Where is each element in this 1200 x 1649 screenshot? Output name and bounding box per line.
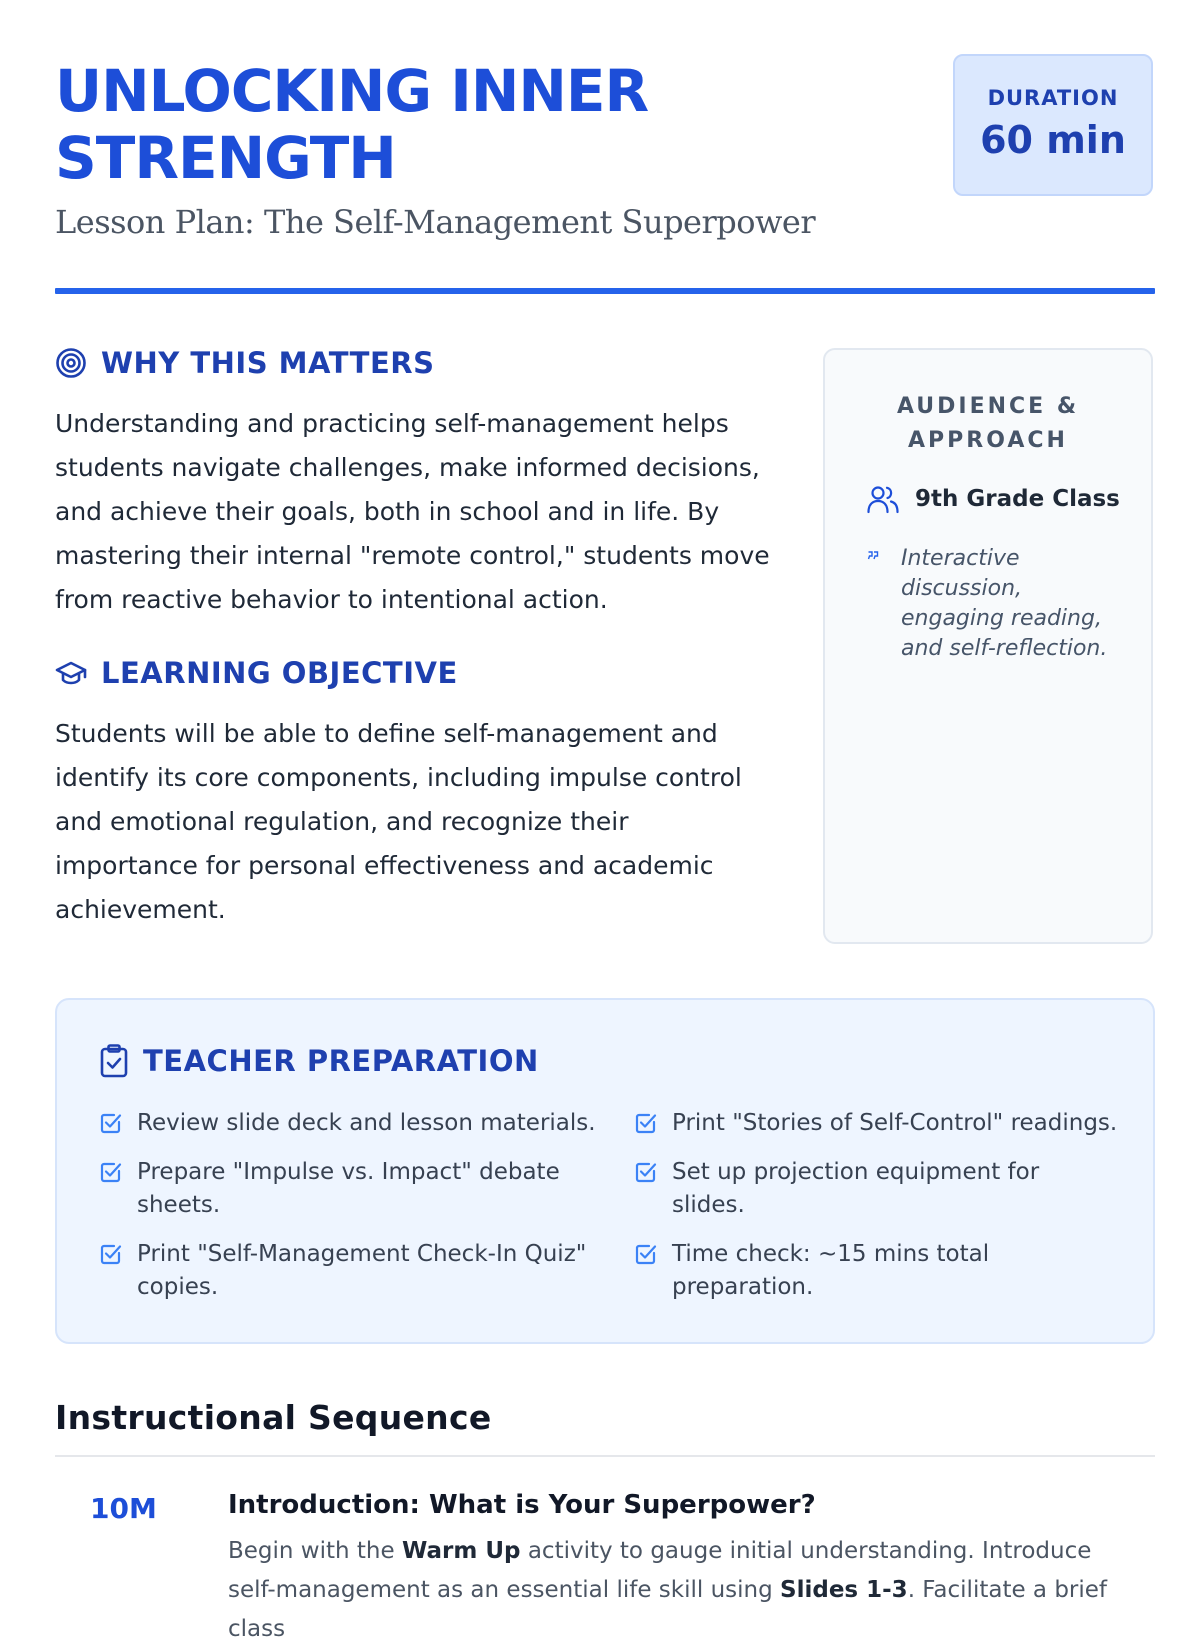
step-description <box>228 1532 1108 1649</box>
checkbox-check-icon <box>99 1111 123 1135</box>
why-text: Understanding and practicing self-management helps students navigate challenges, make informed decisions, and achieve their goals, both in school and in life. By mastering their internal "remote control," students move from reactive behavior to intentional action. <box>55 409 770 614</box>
audience-class <box>867 484 1120 514</box>
checkbox-check-icon <box>634 1111 658 1135</box>
step-desc-part: . Facilitate a brief class <box>228 1577 1108 1642</box>
duration-badge <box>953 54 1153 196</box>
prep-item <box>634 1238 1119 1304</box>
prep-item-text: Review slide deck and lesson materials. <box>137 1110 596 1136</box>
page-title: UNLOCKING INNER STRENGTH <box>55 57 649 192</box>
checkbox-check-icon <box>634 1160 658 1184</box>
objective-heading <box>55 656 458 690</box>
step-time: 10M <box>90 1492 157 1525</box>
step-title: Introduction: What is Your Superpower? <box>228 1490 816 1520</box>
teacher-preparation-panel <box>55 998 1155 1344</box>
sequence-divider <box>55 1455 1155 1457</box>
step-desc-bold: Slides 1-3 <box>780 1577 908 1603</box>
prep-item-text: Time check: ~15 mins total preparation. <box>672 1241 990 1300</box>
header-divider <box>55 288 1155 294</box>
target-icon <box>55 347 87 379</box>
prep-item <box>99 1156 634 1222</box>
why-heading-text: WHY THIS MATTERS <box>101 346 435 380</box>
step-desc-bold: Warm Up <box>401 1538 521 1564</box>
prep-item-text: Print "Self-Management Check-In Quiz" copies. <box>137 1241 587 1300</box>
step-desc-part: activity to gauge initial understanding. Introduce self-management as an essential life skill using <box>228 1538 1092 1603</box>
duration-value: 60 min <box>980 118 1126 162</box>
audience-heading: AUDIENCE & APPROACH <box>896 394 1080 453</box>
graduation-cap-icon <box>55 657 87 689</box>
duration-label: DURATION <box>987 86 1119 110</box>
clipboard-check-icon <box>99 1044 129 1078</box>
audience-card <box>823 348 1153 944</box>
audience-class-text: 9th Grade Class <box>915 486 1120 512</box>
audience-approach <box>867 544 1111 664</box>
prep-checklist <box>99 1107 1119 1304</box>
checkbox-check-icon <box>99 1160 123 1184</box>
sequence-heading: Instructional Sequence <box>55 1398 492 1437</box>
prep-heading <box>99 1044 539 1078</box>
objective-text: Students will be able to define self-management and identify its core components, including impulse control and emotional regulation, and recognize their importance for personal effectiveness and academic achievement. <box>55 719 742 924</box>
prep-item <box>634 1107 1119 1140</box>
prep-item <box>99 1107 634 1140</box>
checkbox-check-icon <box>99 1242 123 1266</box>
why-heading <box>55 346 435 380</box>
prep-heading-text: TEACHER PREPARATION <box>143 1044 539 1078</box>
quote-icon <box>867 550 879 562</box>
objective-heading-text: LEARNING OBJECTIVE <box>101 656 458 690</box>
prep-item <box>99 1238 634 1304</box>
checkbox-check-icon <box>634 1242 658 1266</box>
prep-item-text: Prepare "Impulse vs. Impact" debate sheets. <box>137 1159 560 1218</box>
prep-item-text: Set up projection equipment for slides. <box>672 1159 1040 1218</box>
audience-approach-text: Interactive discussion, engaging reading, and self-reflection. <box>901 546 1108 661</box>
prep-item <box>634 1156 1119 1222</box>
prep-item-text: Print "Stories of Self-Control" readings. <box>672 1110 1118 1136</box>
users-icon <box>867 484 899 514</box>
step-desc-part: Begin with the <box>228 1538 402 1564</box>
page-subtitle: Lesson Plan: The Self-Management Superpower <box>55 203 816 241</box>
